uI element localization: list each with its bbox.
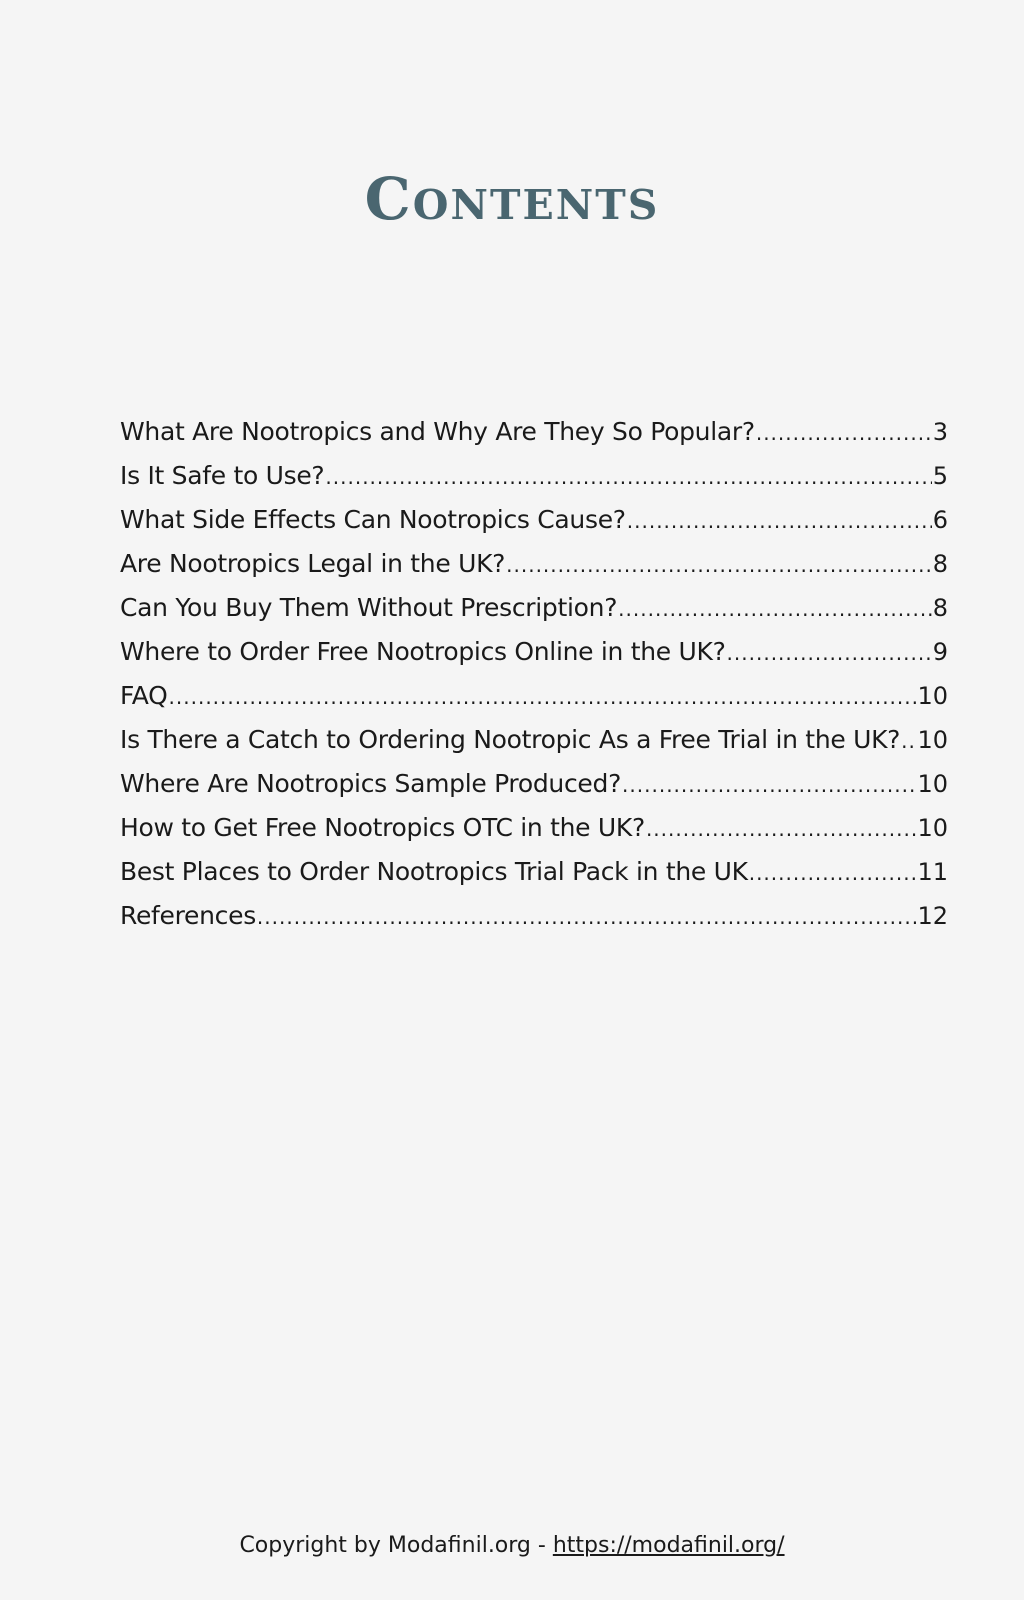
toc-entry-label: What Side Effects Can Nootropics Cause? [120, 505, 626, 534]
toc-entry[interactable] [120, 806, 948, 850]
page-footer [0, 1533, 1024, 1558]
toc-entry[interactable] [120, 542, 948, 586]
toc-entry-label: Can You Buy Them Without Prescription? [120, 593, 618, 622]
toc-leader [622, 763, 916, 806]
toc-entry[interactable] [120, 762, 948, 806]
toc-entry-label: Where to Order Free Nootropics Online in the UK? [120, 637, 726, 666]
toc-entry-page: 5 [932, 462, 948, 490]
toc-entry[interactable] [120, 498, 948, 542]
toc-leader [257, 895, 917, 938]
website-link[interactable]: https://modafinil.org/ [552, 1533, 785, 1558]
toc-entry-label: Are Nootropics Legal in the UK? [120, 549, 506, 578]
toc-entry-page: 11 [917, 858, 948, 886]
toc-entry-page: 10 [917, 682, 948, 710]
toc-leader [901, 719, 916, 762]
toc-entry-page: 8 [932, 550, 948, 578]
toc-entry-label: How to Get Free Nootropics OTC in the UK? [120, 813, 645, 842]
toc-entry[interactable] [120, 850, 948, 894]
toc-entry-page: 6 [932, 506, 948, 534]
toc-entry[interactable] [120, 454, 948, 498]
toc-entry-page: 10 [917, 770, 948, 798]
page-title: Contents [364, 165, 660, 233]
toc-entry-page: 12 [917, 902, 948, 930]
toc-entry-page: 9 [932, 638, 948, 666]
toc-entry[interactable] [120, 674, 948, 718]
toc-leader [169, 675, 917, 718]
toc-entry-label: What Are Nootropics and Why Are They So Popular? [120, 417, 755, 446]
toc-entry[interactable] [120, 630, 948, 674]
toc-entry-label: References [120, 901, 256, 930]
toc-leader [756, 411, 932, 454]
copyright-text: Copyright by Modafinil.org - [239, 1533, 553, 1558]
toc-entry-page: 8 [932, 594, 948, 622]
toc-entry-page: 10 [917, 726, 948, 754]
toc-leader [627, 499, 932, 542]
toc-entry-label: FAQ [120, 681, 168, 710]
toc-entry[interactable] [120, 894, 948, 938]
toc-entry-label: Is There a Catch to Ordering Nootropic As a Free Trial in the UK? [120, 725, 901, 754]
toc-entry-label: Where Are Nootropics Sample Produced? [120, 769, 622, 798]
toc-leader [325, 455, 931, 498]
toc-entry-page: 3 [932, 418, 948, 446]
toc-entry[interactable] [120, 586, 948, 630]
toc-leader [646, 807, 917, 850]
toc-leader [727, 631, 932, 674]
toc-leader [618, 587, 932, 630]
toc-entry-label: Best Places to Order Nootropics Trial Pack in the UK [120, 857, 748, 886]
toc-entry[interactable] [120, 718, 948, 762]
table-of-contents [120, 410, 948, 938]
toc-leader [749, 851, 917, 894]
toc-leader [506, 543, 932, 586]
toc-entry-page: 10 [917, 814, 948, 842]
toc-entry-label: Is It Safe to Use? [120, 461, 325, 490]
toc-entry[interactable] [120, 410, 948, 454]
